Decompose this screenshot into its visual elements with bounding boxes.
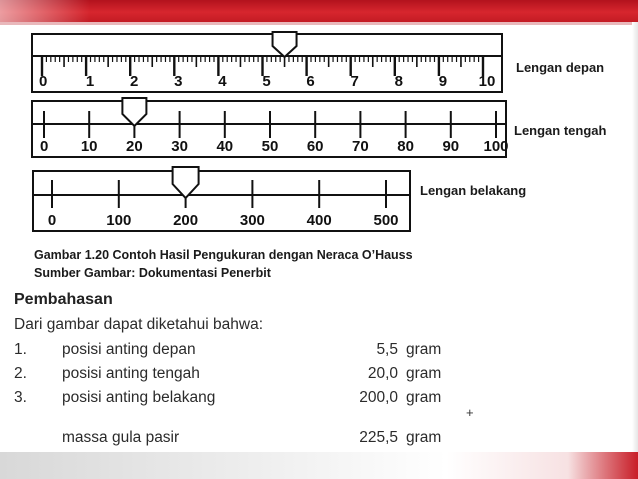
item-2-text: posisi anting tengah bbox=[62, 365, 200, 382]
bottom-decorative-band bbox=[0, 452, 638, 479]
arm-depan bbox=[32, 32, 604, 92]
arm-belakang-tick-label: 400 bbox=[306, 212, 332, 229]
arm-depan-tick-label: 10 bbox=[478, 73, 496, 90]
arm-belakang-tick-label: 200 bbox=[173, 212, 199, 229]
item-1-text: posisi anting depan bbox=[62, 341, 196, 358]
arm-tengah-tick-label: 10 bbox=[80, 138, 98, 155]
total-text: massa gula pasir bbox=[62, 429, 180, 446]
arm-tengah-tick-label: 50 bbox=[261, 138, 279, 155]
arm-tengah-tick-label: 30 bbox=[171, 138, 188, 155]
arm-tengah bbox=[32, 98, 607, 157]
item-3-number: 3. bbox=[14, 389, 27, 406]
arm-tengah-tick-label: 0 bbox=[40, 138, 49, 155]
total-unit: gram bbox=[406, 429, 442, 446]
bottom-accent bbox=[568, 452, 638, 479]
arm-tengah-tick-label: 70 bbox=[352, 138, 369, 155]
item-3-unit: gram bbox=[406, 389, 442, 406]
arm-tengah-tick-label: 90 bbox=[442, 138, 460, 155]
arm-tengah-tick-label: 20 bbox=[126, 138, 143, 155]
item-1-unit: gram bbox=[406, 341, 442, 358]
section-heading: Pembahasan bbox=[14, 291, 113, 308]
arm-depan-tick-label: 6 bbox=[306, 73, 315, 90]
arm-belakang-frame bbox=[33, 171, 410, 231]
arm-belakang-tick-label: 300 bbox=[239, 212, 265, 229]
arm-depan-tick-label: 3 bbox=[174, 73, 183, 90]
plus-sign: + bbox=[466, 405, 474, 420]
arm-tengah-tick-label: 80 bbox=[397, 138, 414, 155]
item-3-value: 200,0 bbox=[359, 389, 398, 406]
item-2-number: 2. bbox=[14, 365, 27, 382]
arm-belakang-tick-label: 100 bbox=[106, 212, 132, 229]
arm-depan-tick-label: 4 bbox=[218, 73, 227, 90]
arm-depan-tick-label: 7 bbox=[350, 73, 359, 90]
arm-depan-tick-label: 5 bbox=[262, 73, 271, 90]
figure-source: Sumber Gambar: Dokumentasi Penerbit bbox=[34, 266, 271, 280]
arm-tengah-label: Lengan tengah bbox=[514, 123, 607, 138]
arm-tengah-tick-label: 100 bbox=[483, 138, 509, 155]
figure-caption: Gambar 1.20 Contoh Hasil Pengukuran dengan Neraca O’Hauss bbox=[34, 248, 413, 262]
total-value: 225,5 bbox=[359, 429, 398, 446]
item-1-number: 1. bbox=[14, 341, 27, 358]
arm-depan-tick-label: 8 bbox=[394, 73, 403, 90]
arm-belakang-tick-label: 500 bbox=[373, 212, 399, 229]
arm-tengah-tick-label: 60 bbox=[306, 138, 324, 155]
arm-depan-tick-label: 2 bbox=[130, 73, 139, 90]
item-2-unit: gram bbox=[406, 365, 442, 382]
arm-belakang-label: Lengan belakang bbox=[420, 183, 527, 198]
arm-depan-tick-label: 1 bbox=[85, 73, 95, 90]
arm-depan-tick-label: 0 bbox=[39, 73, 48, 90]
arm-belakang bbox=[33, 167, 526, 231]
arm-tengah-tick-label: 40 bbox=[216, 138, 234, 155]
arm-depan-tick-label: 9 bbox=[438, 73, 448, 90]
item-2-value: 20,0 bbox=[367, 365, 398, 382]
item-3-text: posisi anting belakang bbox=[62, 389, 216, 406]
arm-depan-label: Lengan depan bbox=[516, 60, 605, 75]
intro-text: Dari gambar dapat diketahui bahwa: bbox=[14, 316, 264, 333]
arm-belakang-tick-label: 0 bbox=[47, 212, 57, 229]
item-1-value: 5,5 bbox=[376, 341, 398, 358]
